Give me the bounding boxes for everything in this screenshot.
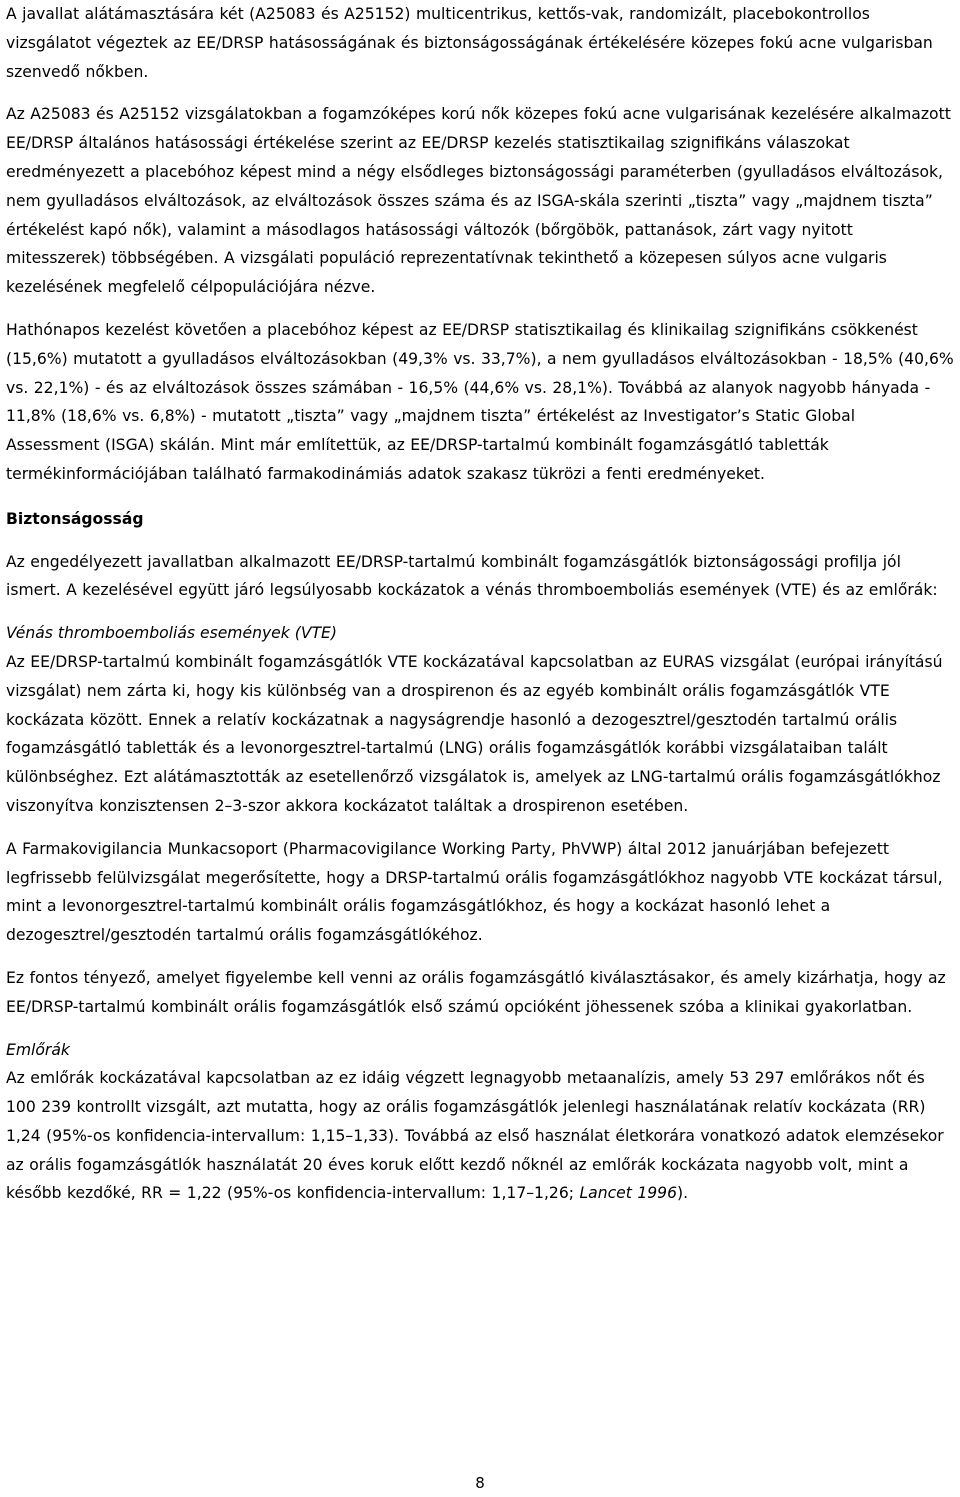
paragraph-important-factor: Ez fontos tényező, amelyet figyelembe kell venni az orális fogamzásgátló kiválasztásakor, és amely kizárhatja, hogy az EE/DRSP-tartalmú kombinált orális fogamzásgátlók első számú opcióként jöhessenek szóba a klinikai gyakorlatban. — [6, 968, 946, 1016]
paragraph-safety-profile: Az engedélyezett javallatban alkalmazott EE/DRSP-tartalmú kombinált fogamzásgátlók biztonságossági profilja jól ismert. A kezelésével együtt járó legsúlyosabb kockázatok a vénás thromboemboliás események (VTE) és az emlőrák: — [6, 552, 938, 600]
paragraph-vte-euras: Az EE/DRSP-tartalmú kombinált fogamzásgátlók VTE kockázatával kapcsolatban az EURAS vizsgálat (európai irányítású vizsgálat) nem zárta ki, hogy kis különbség van a drospirenon és az egyéb kombinált orális fogamzásgátlók VTE kockázata között. Ennek a relatív kockázatnak a nagyságrendje hasonló a dezogesztrel/gesztodén tartalmú orális fogamzásgátló tabletták és a levonorgesztrel-tartalmú (LNG) orális fogamzásgátlók korábbi vizsgálataiban talált különbséghez. Ezt alátámasztották az esetellenőrző vizsgálatok is, amelyek az LNG-tartalmú orális fogamzásgátlókhoz viszonyítva konzisztensen 2–3-szor akkora kockázatot találtak a drospirenon esetében. — [6, 652, 943, 815]
paragraph-efficacy-overview — [6, 100, 954, 302]
page-number: 8 — [475, 1474, 485, 1492]
citation-lancet: Lancet 1996 — [579, 1184, 678, 1203]
paragraph-phvwp-review: A Farmakovigilancia Munkacsoport (Pharmacovigilance Working Party, PhVWP) által 2012 januárjában befejezett legfrissebb felülvizsgálat megerősítette, hogy a DRSP-tartalmú orális fogamzásgátlókhoz nagyobb VTE kockázat társul, mint a levonorgesztrel-tartalmú kombinált orális fogamzásgátlókhoz, és hogy a kockázat hasonló lehet a dezogesztrel/gesztodén tartalmú orális fogamzásgátlókéhoz. — [6, 839, 943, 945]
paragraph-indication-support: A javallat alátámasztására két (A25083 és A25152) multicentrikus, kettős-vak, randomizált, placebokontrollos vizsgálatot végeztek az EE/DRSP hatásosságának és biztonságosságának értékelésére közepes fokú acne vulgarisban szenvedő nőkben. — [6, 5, 933, 81]
paragraph-breast-cancer-metaanalysis — [6, 1064, 954, 1208]
subheading-vte: Vénás thromboemboliás események (VTE) — [6, 624, 337, 643]
efficacy-overview-text: Az A25083 és A25152 vizsgálatokban a fogamzóképes korú nők közepes fokú acne vulgarisának kezelésére alkalmazott EE/DRSP általános hatásossági értékelése szerint az EE/DRSP kezelés statisztikailag szignifikáns válaszokat eredményezett a placebóhoz képest mind a négy elsődleges biztonságossági paraméterben (gyulladásos elváltozások, nem gyulladásos elváltozások, az elváltozások összes száma és az ISGA-skála szerinti „tiszta” vagy „majdnem tiszta” értékelést kapó nők), valamint a másodlagos hatásossági változók (bőrgöbök, pattanások, zárt vagy nyitott mitesszerek) többségében. — [6, 105, 951, 268]
subheading-breast-cancer: Emlőrák — [6, 1040, 70, 1059]
breast-cancer-text-end: ). — [677, 1184, 689, 1203]
paragraph-six-month-results: Hathónapos kezelést követően a placebóhoz képest az EE/DRSP statisztikailag és klinikailag szignifikáns csökkenést (15,6%) mutatott a gyulladásos elváltozásokban (49,3% vs. 33,7%), a nem gyulladásos elváltozásokban - 18,5% (40,6% vs. 22,1%) - és az elváltozások összes számában - 16,5% (44,6% vs. 28,1%). Továbbá az alanyok nagyobb hányada - 11,8% (18,6% vs. 6,8%) - mutatott „tiszta” vagy „majdnem tiszta” értékelést az Investigator’s Static Global Assessment (ISGA) skálán. Mint már említettük, az EE/DRSP-tartalmú kombinált fogamzásgátló tabletták termékinformációjában található farmakodinámiás adatok szakasz tükrözi a fenti eredményeket. — [6, 320, 954, 483]
section-heading-safety: Biztonságosság — [6, 509, 144, 528]
population-statement: A vizsgálati populáció reprezentatívnak tekinthető a közepesen súlyos acne vulgaris kezelésének megfelelő célpopulációjára nézve. — [6, 249, 887, 297]
breast-cancer-text: Az emlőrák kockázatával kapcsolatban az ez idáig végzett legnagyobb metaanalízis, amely 53 297 emlőrákos nőt és 100 239 kontrollt vizsgált, azt mutatta, hogy az orális fogamzásgátlók jelenlegi használatának relatív kockázata (RR) 1,24 (95%-os konfidencia-intervallum: 1,15–1,33). Továbbá az első használat életkorára vonatkozó adatok elemzésekor az orális fogamzásgátlók használatát 20 éves koruk előtt kezdő nőknél az emlőrák kockázata nagyobb volt, mint a később kezdőké, RR = 1,22 (95%-os konfidencia-intervallum: 1,17–1,26; — [6, 1069, 944, 1203]
document-page — [6, 0, 954, 1208]
